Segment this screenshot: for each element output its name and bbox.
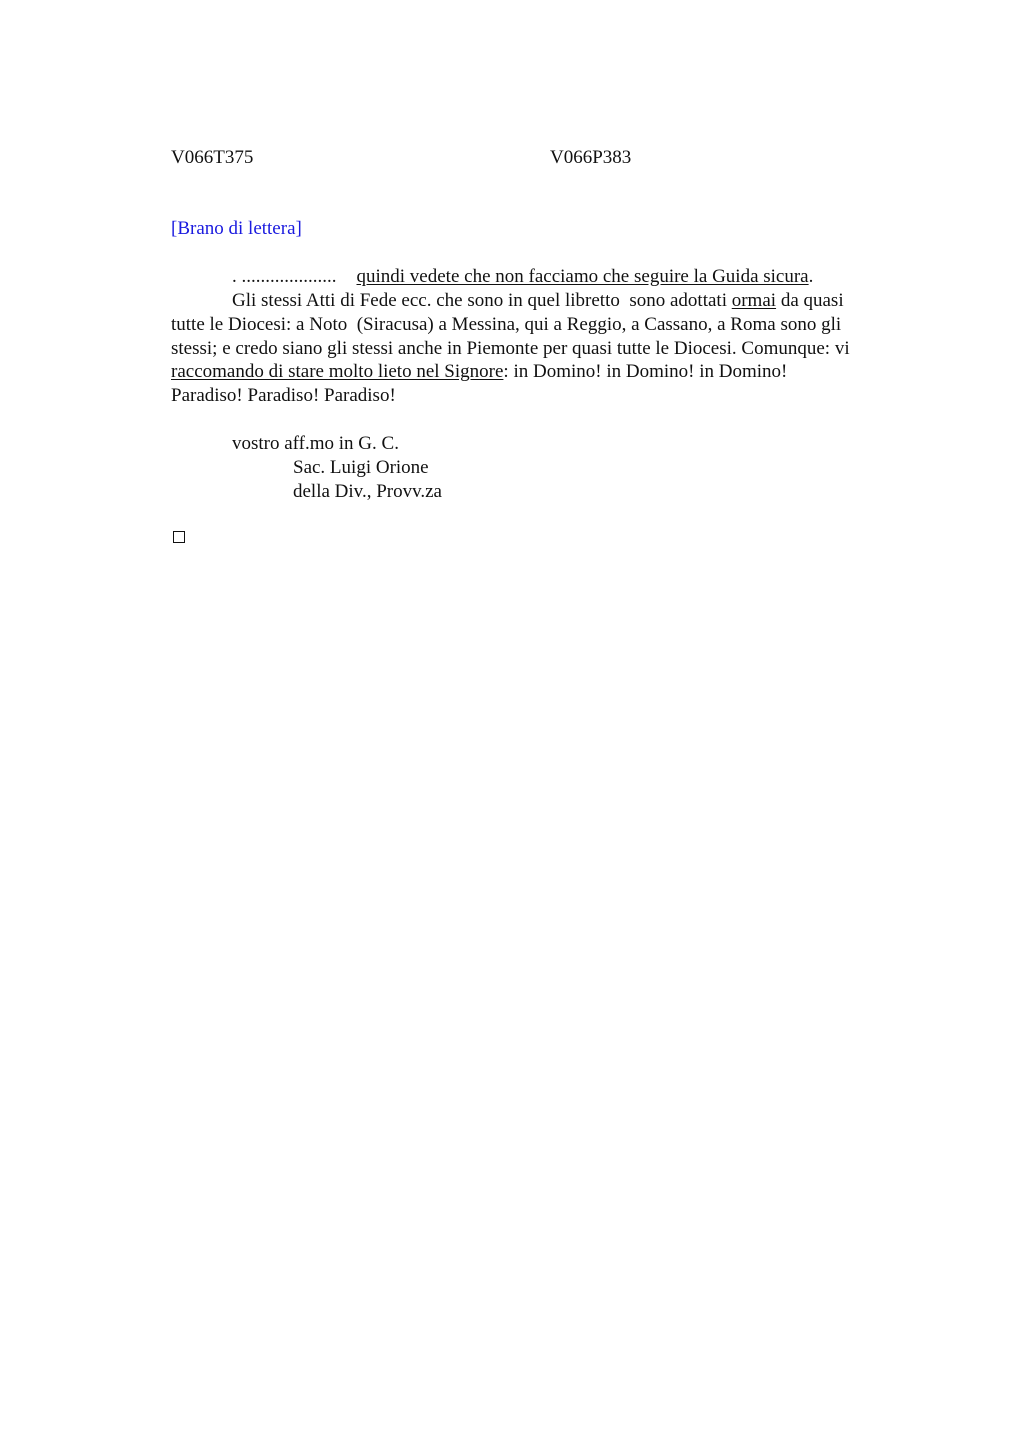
body-line-2 bbox=[232, 289, 844, 313]
signature-role: della Div., Provv.za bbox=[293, 481, 442, 502]
signature-name: Sac. Luigi Orione bbox=[293, 457, 429, 478]
section-title: [Brano di lettera] bbox=[171, 218, 302, 239]
line2-end: da quasi bbox=[776, 290, 844, 311]
code-left: V066T375 bbox=[171, 147, 254, 168]
body-line-1 bbox=[232, 265, 813, 289]
body-line-4: stessi; e credo siano gli stessi anche in Piemonte per quasi tutte le Diocesi. Comunque: vi bbox=[171, 338, 850, 359]
line1-period: . bbox=[808, 266, 814, 287]
line2-text: Gli stessi Atti di Fede ecc. che sono in quel libretto sono adottati bbox=[232, 290, 732, 311]
line5-end: : in Domino! in Domino! in Domino! bbox=[503, 361, 788, 382]
body-line-5 bbox=[171, 360, 787, 384]
body-line-3: tutte le Diocesi: a Noto (Siracusa) a Messina, qui a Reggio, a Cassano, a Roma sono gli bbox=[171, 314, 842, 335]
underlined-phrase-signore: raccomando di stare molto lieto nel Signore bbox=[171, 361, 504, 382]
underlined-word-ormai: ormai bbox=[731, 290, 777, 311]
code-right: V066P383 bbox=[550, 147, 632, 168]
empty-checkbox-icon bbox=[173, 531, 185, 543]
body-line-6: Paradiso! Paradiso! Paradiso! bbox=[171, 385, 396, 406]
signature-closing: vostro aff.mo in G. C. bbox=[232, 433, 399, 454]
leading-dots: . .................... bbox=[232, 266, 337, 287]
underlined-phrase-guida: quindi vedete che non facciamo che seguire la Guida sicura bbox=[356, 266, 809, 287]
